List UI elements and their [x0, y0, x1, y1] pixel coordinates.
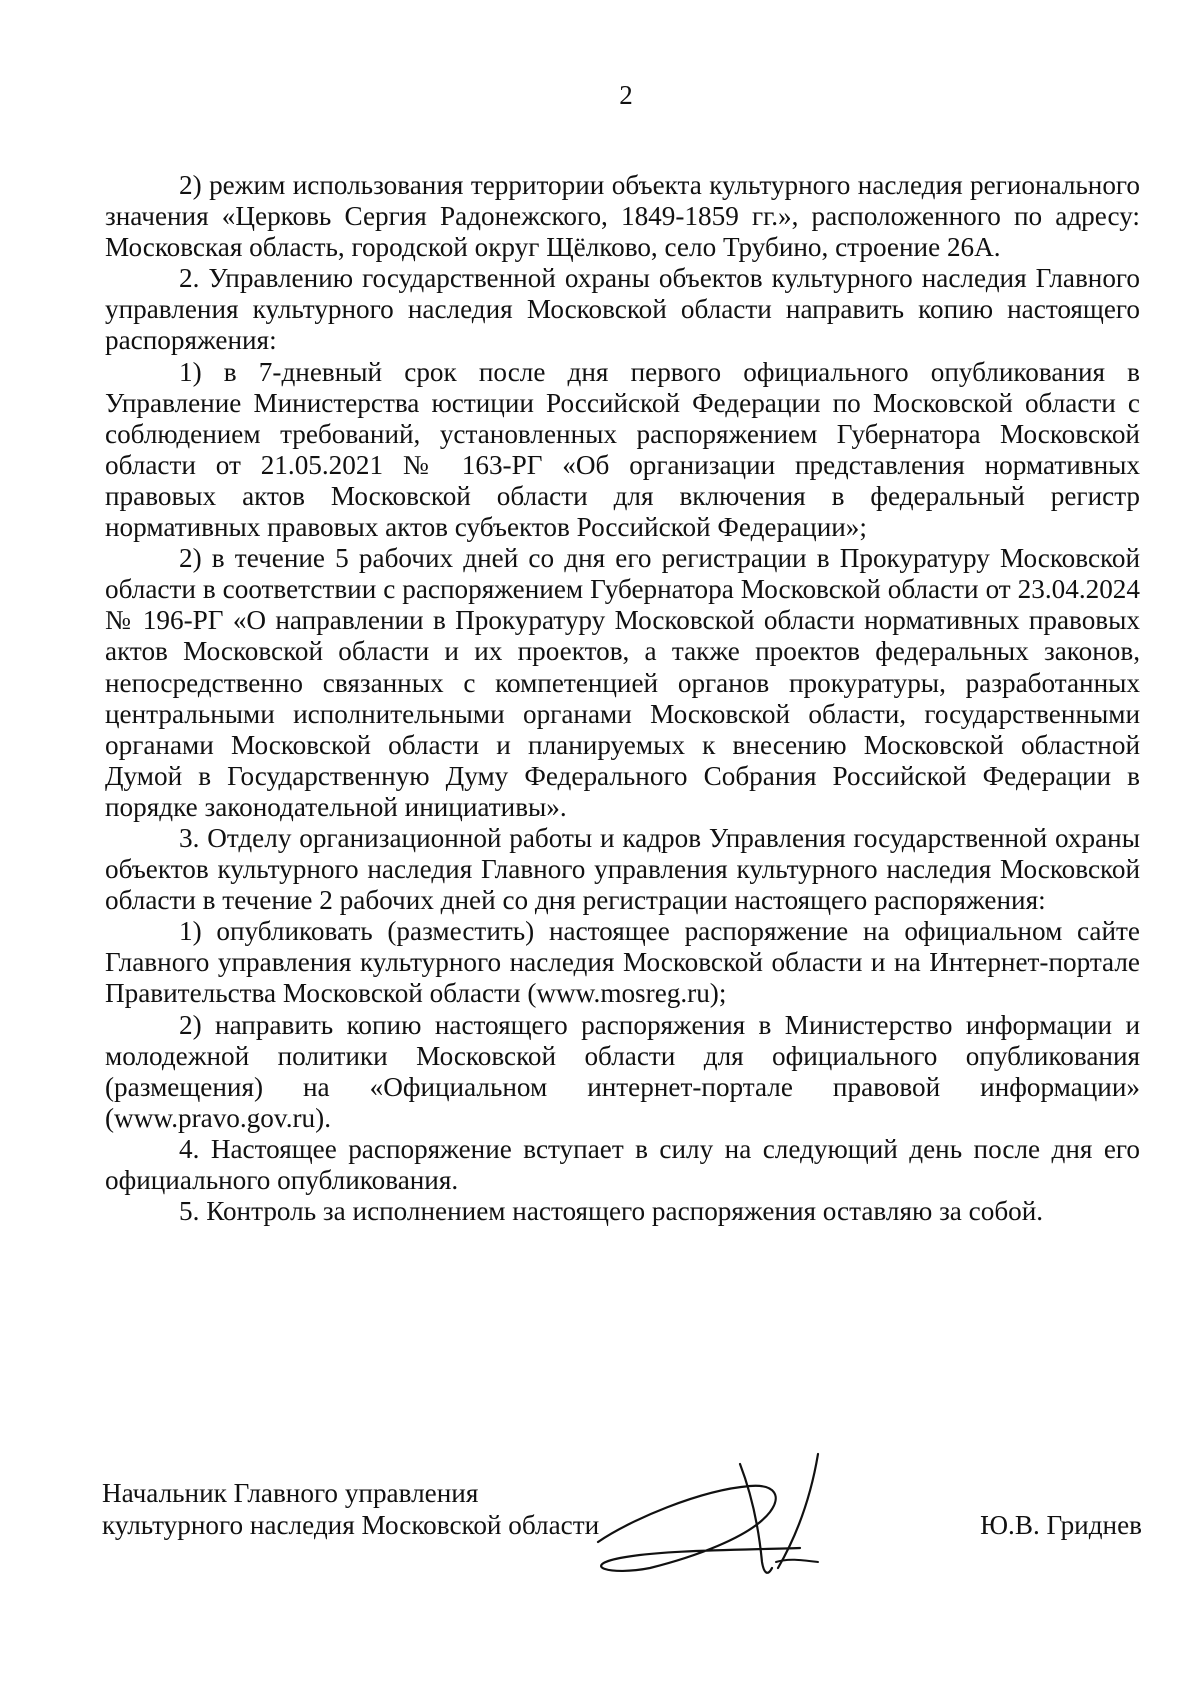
paragraph-clause-3-item-2: 2) направить копию настоящего распоряжения в Министерство информации и молодежной политики Московской области для официального опубликования (размещения) на «Официальном интернет-портале правовой информации» (www.pravo.gov.ru).: [105, 1009, 1140, 1133]
signatory-name: Ю.В. Гриднев: [980, 1510, 1142, 1540]
paragraph-item-2-2: 2) режим использования территории объекта культурного наследия регионального значения «Церковь Сергия Радонежского, 1849-1859 гг.», расположенного по адресу: Московская область, городской округ Щёлково, село Трубино, строение 26А.: [105, 170, 1140, 263]
signatory-title-line1: Начальник Главного управления: [102, 1478, 479, 1508]
document-body: [105, 170, 1140, 1227]
paragraph-clause-2-item-2: 2) в течение 5 рабочих дней со дня его регистрации в Прокуратуру Московской области в соответствии с распоряжением Губернатора Московской области от 23.04.2024 № 196-РГ «О направлении в Прокуратуру Московской области нормативных правовых актов Московской области и их проектов, а также проектов федеральных законов, непосредственно связанных с компетенцией органов прокуратуры, разработанных центральными исполнительными органами Московской области, государственными органами Московской области и планируемых к внесению Московской областной Думой в Государственную Думу Федерального Собрания Российской Федерации в порядке законодательной инициативы».: [105, 543, 1140, 822]
paragraph-clause-2: 2. Управлению государственной охраны объектов культурного наследия Главного управления культурного наследия Московской области направить копию настоящего распоряжения:: [105, 263, 1140, 356]
paragraph-clause-2-item-1: 1) в 7-дневный срок после дня первого официального опубликования в Управление Министерства юстиции Российской Федерации по Московской области с соблюдением требований, установленных распоряжением Губернатора Московской области от 21.05.2021 № 163-РГ «Об организации представления нормативных правовых актов Московской области для включения в федеральный регистр нормативных правовых актов субъектов Российской Федерации»;: [105, 356, 1140, 543]
paragraph-clause-3-item-1: 1) опубликовать (разместить) настоящее распоряжение на официальном сайте Главного управления культурного наследия Московской области и на Интернет-портале Правительства Московской области (www.mosreg.ru);: [105, 916, 1140, 1009]
paragraph-clause-4: 4. Настоящее распоряжение вступает в силу на следующий день после дня его официального опубликования.: [105, 1133, 1140, 1195]
paragraph-clause-3: 3. Отделу организационной работы и кадров Управления государственной охраны объектов культурного наследия Главного управления культурного наследия Московской области в течение 2 рабочих дней со дня регистрации настоящего распоряжения:: [105, 822, 1140, 916]
paragraph-clause-5: 5. Контроль за исполнением настоящего распоряжения оставляю за собой.: [179, 1196, 1044, 1227]
signatory-title: [102, 1477, 599, 1541]
page-number: 2: [619, 80, 633, 110]
signature-block: [102, 1477, 1142, 1577]
signatory-title-line2: культурного наследия Московской области: [102, 1510, 600, 1540]
